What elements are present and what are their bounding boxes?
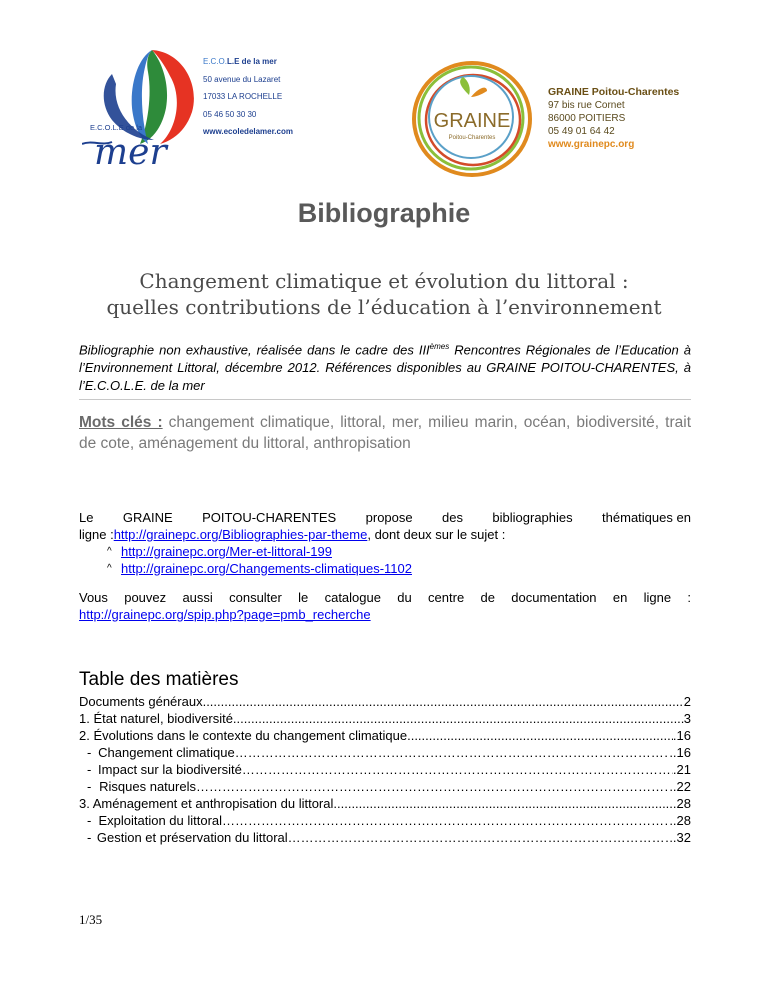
- subtitle-line-2: quelles contributions de l’éducation à l’environnement: [106, 295, 662, 319]
- graine-logo: [407, 55, 537, 182]
- toc-heading: Table des matières: [79, 669, 239, 690]
- graine-paragraph-line-1: Le GRAINE POITOU-CHARENTES propose des bibliographies thématiques en: [79, 510, 691, 525]
- ecole-name: E.C.O.L.E de la mer: [203, 57, 277, 66]
- changements-climatiques-link[interactable]: http://grainepc.org/Changements-climatiques-1102: [121, 561, 412, 576]
- graine-address: 97 bis rue Cornet: [548, 100, 625, 111]
- bullet-icon: ^: [107, 563, 112, 574]
- graine-logo-word: GRAINE: [433, 110, 511, 132]
- bibliographies-link[interactable]: http://grainepc.org/Bibliographies-par-theme: [113, 527, 368, 542]
- table-of-contents: [79, 693, 691, 846]
- mer-et-littoral-link[interactable]: http://grainepc.org/Mer-et-littoral-199: [121, 544, 332, 559]
- ecole-logo-text-big: mer: [94, 132, 167, 172]
- catalogue-paragraph: Vous pouvez aussi consulter le catalogue du centre de documentation en ligne : http://grainepc.org/spip.php?page=pmb_recherche: [79, 590, 691, 622]
- page-subtitle: [0, 268, 768, 320]
- toc-row[interactable]: 3. Aménagement et anthropisation du littoral ..... 28: [79, 795, 691, 812]
- keywords: [79, 412, 691, 454]
- graine-paragraph-line-2: ligne :http://grainepc.org/Bibliographies-par-theme, dont deux sur le sujet :: [79, 527, 506, 542]
- ecole-web[interactable]: www.ecoledelamer.com: [203, 127, 293, 136]
- list-item: [79, 560, 691, 577]
- page-number: 1/35: [79, 912, 103, 927]
- graine-paragraph: [79, 509, 691, 577]
- toc-row[interactable]: - Changement climatique ……………………………………………………………………………………………………………………………………………………………… ..16: [79, 744, 691, 761]
- keywords-label: Mots clés :: [79, 414, 163, 431]
- ecole-address: 50 avenue du Lazaret: [203, 74, 281, 84]
- graine-phone: 05 49 01 64 42: [548, 126, 615, 137]
- page-title: Bibliographie: [297, 198, 471, 228]
- graine-contact: [548, 86, 679, 151]
- intro-paragraph: Bibliographie non exhaustive, réalisée dans le cadre des IIIèmes Rencontres Régionales de l’Education à l’Environnement Littoral, décembre 2012. Références disponibles au GRAINE POITOU-CHARENTES, à l’E.C.O.L.E. de la mer: [79, 342, 691, 394]
- toc-row[interactable]: - Exploitation du littoral ……………………………………………………………………………………………………………………………………………………………… ..28: [79, 812, 691, 829]
- graine-logo-sub: Poitou-Charentes: [448, 135, 496, 141]
- toc-row[interactable]: - Gestion et préservation du littoral ……………………………………………………………………………………………………………………………………………………………… .32: [79, 829, 691, 846]
- keywords-text: changement climatique, littoral, mer, milieu marin, océan, biodiversité, trait de cote, aménagement du littoral, anthropisation: [79, 414, 691, 452]
- ecole-phone: 05 46 50 30 30: [203, 109, 257, 119]
- divider: [79, 399, 691, 400]
- ecole-city: 17033 LA ROCHELLE: [203, 92, 283, 101]
- toc-row[interactable]: - Risques naturels ……………………………………………………………………………………………………………………………………………………………… ..22: [79, 778, 691, 795]
- toc-row[interactable]: 2. Évolutions dans le contexte du changement climatique ..... .16: [79, 727, 691, 744]
- toc-row[interactable]: 1. État naturel, biodiversité ..... 3: [79, 710, 691, 727]
- list-item: [79, 543, 691, 560]
- graine-web[interactable]: www.grainepc.org: [548, 139, 635, 150]
- graine-city: 86000 POITIERS: [548, 113, 626, 124]
- toc-row[interactable]: - Impact sur la biodiversité ……………………………………………………………………………………………………………………………………………………………… .21: [79, 761, 691, 778]
- ecole-de-la-mer-logo: [82, 44, 200, 172]
- toc-row[interactable]: Documents généraux ..... 2: [79, 693, 691, 710]
- ecole-contact: [203, 53, 293, 141]
- catalogue-link[interactable]: http://grainepc.org/spip.php?page=pmb_recherche: [79, 607, 371, 622]
- subtitle-line-1: Changement climatique et évolution du littoral :: [139, 269, 629, 293]
- graine-name: GRAINE Poitou-Charentes: [548, 86, 680, 98]
- ecole-logo-text-top: E.C.O.L.E de la: [90, 123, 143, 132]
- bullet-icon: ^: [107, 546, 112, 557]
